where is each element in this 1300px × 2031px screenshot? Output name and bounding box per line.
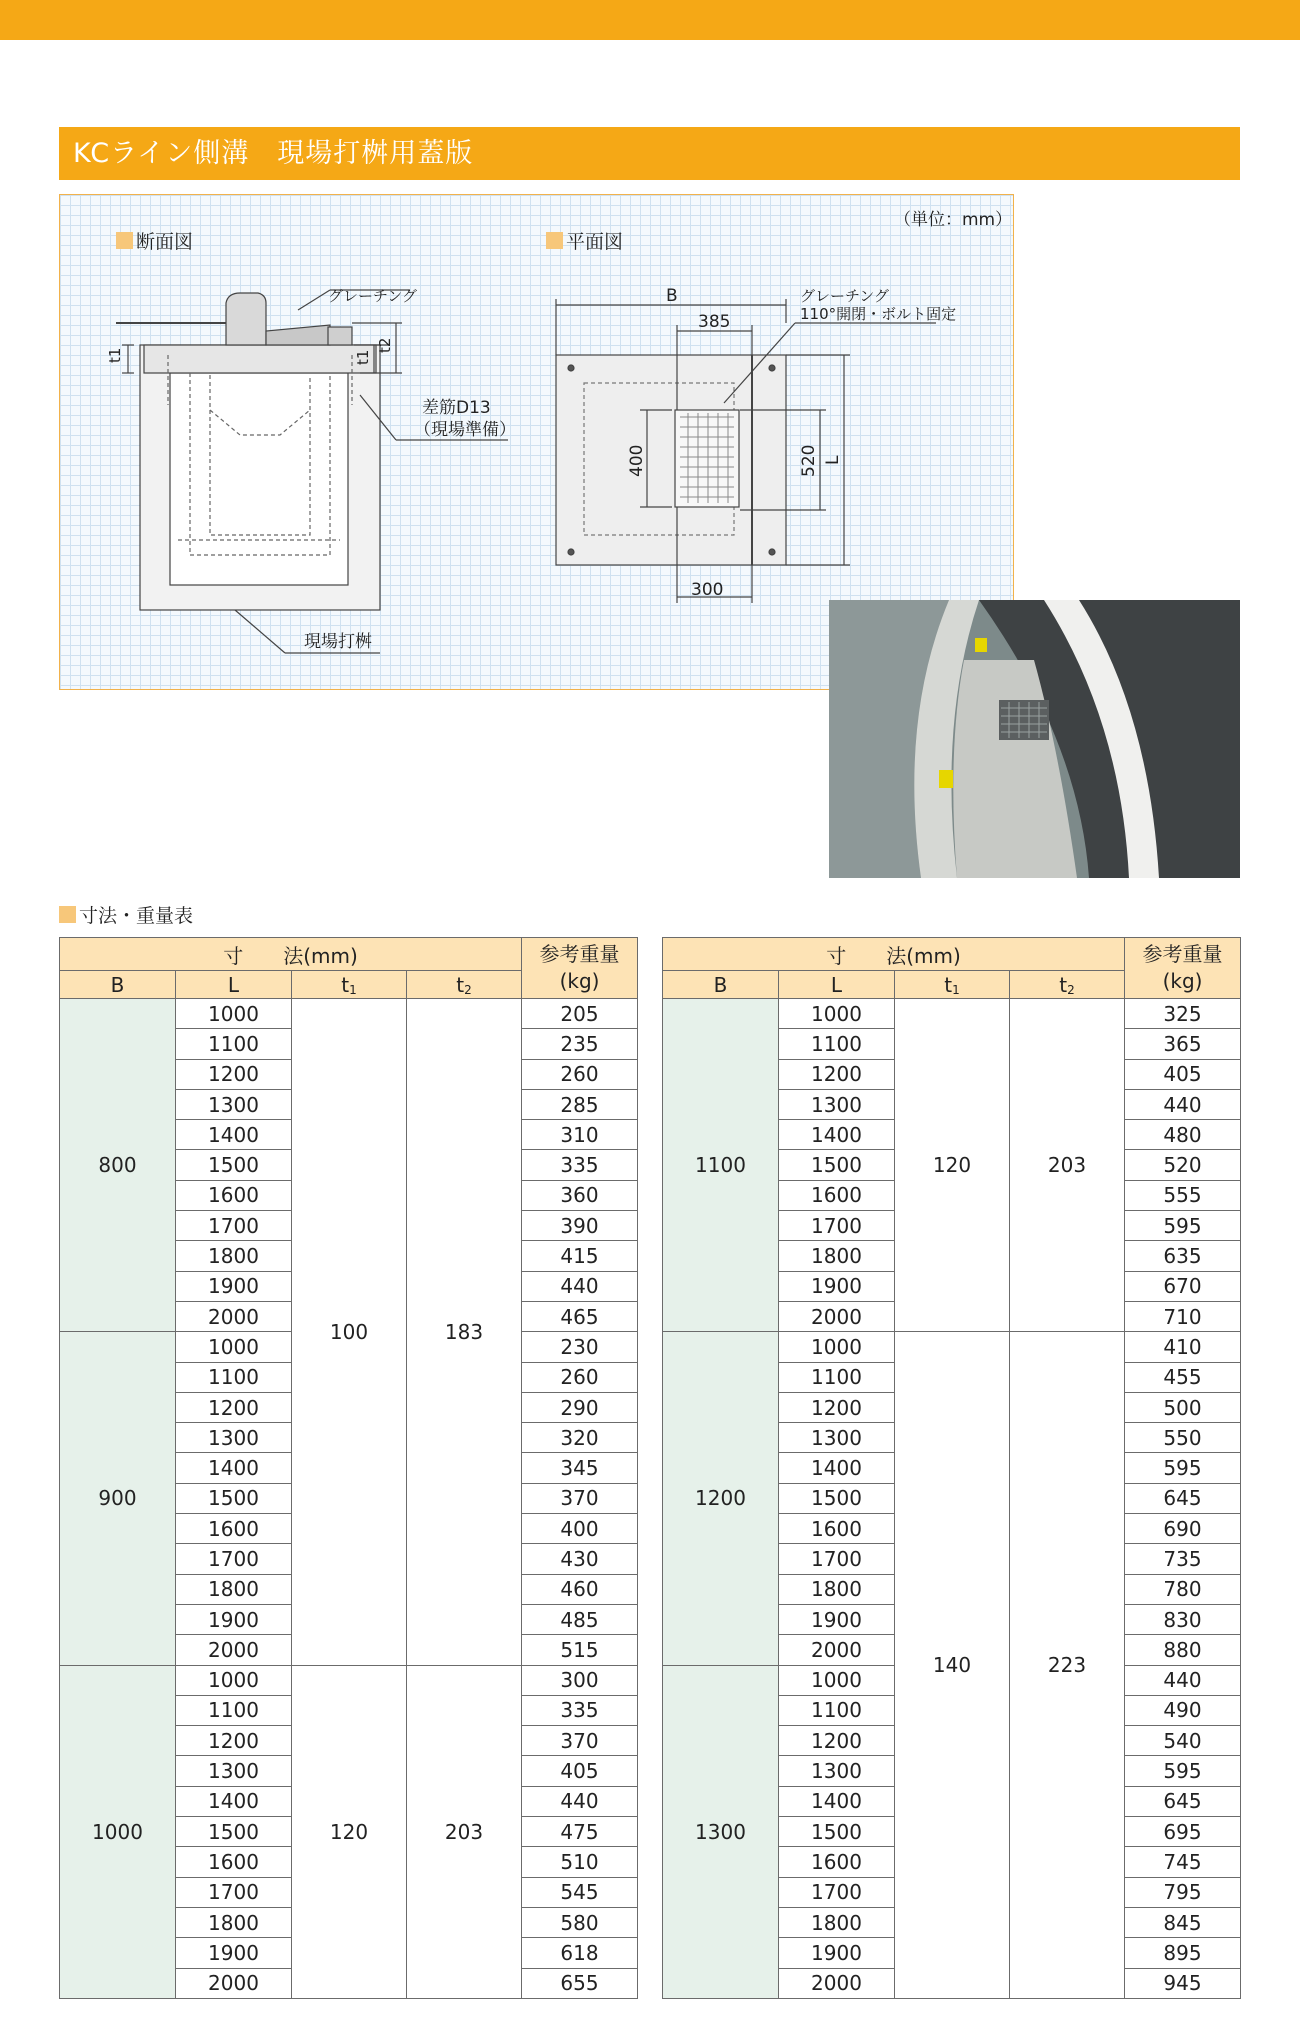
cell-L: 1700 (176, 1211, 292, 1241)
section-t1-left-text: t1 (106, 347, 124, 363)
spec-table-left (59, 937, 638, 1999)
cell-L: 1000 (176, 1665, 292, 1695)
plan-grating (675, 410, 739, 507)
cell-weight: 540 (1125, 1726, 1241, 1756)
cell-weight: 310 (522, 1120, 638, 1150)
cell-L: 1600 (176, 1180, 292, 1210)
cell-weight: 320 (522, 1423, 638, 1453)
plan-B-text: B (666, 286, 678, 306)
cell-L: 1700 (779, 1877, 895, 1907)
bolt-hole (568, 365, 574, 371)
cell-L: 1100 (779, 1362, 895, 1392)
cell-weight: 595 (1125, 1453, 1241, 1483)
cell-B: 900 (60, 1332, 176, 1665)
cell-L: 2000 (176, 1968, 292, 1998)
cell-weight: 235 (522, 1029, 638, 1059)
cell-weight: 490 (1125, 1695, 1241, 1725)
cell-L: 1500 (176, 1483, 292, 1513)
rebar-line2-text: （現場準備） (414, 420, 516, 440)
plan-300-text: 300 (691, 580, 724, 600)
header-dims: 寸 法(mm) (663, 938, 1125, 971)
cell-weight: 845 (1125, 1907, 1241, 1937)
cell-L: 1900 (176, 1938, 292, 1968)
cell-L: 1200 (779, 1726, 895, 1756)
cell-L: 2000 (176, 1635, 292, 1665)
header-t1: $t_1$ (895, 971, 1010, 999)
cell-L: 1100 (176, 1362, 292, 1392)
cell-L: 1000 (779, 1332, 895, 1362)
cell-L: 2000 (779, 1301, 895, 1331)
cell-L: 1400 (779, 1453, 895, 1483)
cell-weight: 618 (522, 1938, 638, 1968)
cell-B: 800 (60, 999, 176, 1332)
cell-weight: 880 (1125, 1635, 1241, 1665)
cell-weight: 360 (522, 1180, 638, 1210)
cell-L: 1400 (176, 1453, 292, 1483)
cell-weight: 440 (522, 1271, 638, 1301)
basin-leader (235, 610, 285, 653)
plan-grating-line2-text: 110°開閉・ボルト固定 (800, 305, 957, 323)
cell-weight: 365 (1125, 1029, 1241, 1059)
cell-weight: 735 (1125, 1544, 1241, 1574)
cell-L: 1200 (779, 1392, 895, 1422)
curb-block (226, 293, 266, 345)
cell-L: 1400 (779, 1786, 895, 1816)
header-B: B (663, 971, 779, 999)
cell-weight: 405 (1125, 1059, 1241, 1089)
cell-weight: 710 (1125, 1301, 1241, 1331)
cell-weight: 325 (1125, 999, 1241, 1029)
cell-weight: 370 (522, 1483, 638, 1513)
cover-slab (144, 345, 376, 373)
bolt-hole (769, 365, 775, 371)
unit-note: （単位：mm） (894, 210, 1013, 230)
cell-weight: 550 (1125, 1423, 1241, 1453)
cell-L: 1600 (176, 1514, 292, 1544)
cell-weight: 285 (522, 1089, 638, 1119)
cell-L: 1500 (779, 1483, 895, 1513)
page-title: KCライン側溝 現場打桝用蓋版 (59, 127, 1240, 180)
cell-weight: 465 (522, 1301, 638, 1331)
cell-L: 1300 (176, 1756, 292, 1786)
cell-weight: 410 (1125, 1332, 1241, 1362)
cell-L: 1700 (779, 1211, 895, 1241)
cell-weight: 670 (1125, 1271, 1241, 1301)
plan-view-label-text: 平面図 (566, 231, 624, 253)
cell-L: 1600 (779, 1847, 895, 1877)
section-view (116, 290, 508, 653)
cell-L: 1900 (176, 1271, 292, 1301)
cell-L: 1500 (779, 1150, 895, 1180)
cell-weight: 440 (1125, 1089, 1241, 1119)
cell-weight: 405 (522, 1756, 638, 1786)
cell-L: 1400 (779, 1120, 895, 1150)
table-row (663, 1332, 1241, 1362)
label-marker (59, 906, 76, 923)
section-t1-right-text: t1 (354, 349, 372, 365)
cell-L: 1000 (176, 999, 292, 1029)
cell-weight: 690 (1125, 1514, 1241, 1544)
cell-L: 1400 (176, 1786, 292, 1816)
cell-L: 1400 (176, 1120, 292, 1150)
cell-B: 1200 (663, 1332, 779, 1665)
cell-L: 2000 (779, 1968, 895, 1998)
plan-L-text: L (823, 455, 843, 465)
cell-L: 1800 (176, 1907, 292, 1937)
cell-L: 1300 (779, 1756, 895, 1786)
cell-L: 1800 (779, 1574, 895, 1604)
cell-weight: 460 (522, 1574, 638, 1604)
cell-weight: 780 (1125, 1574, 1241, 1604)
cell-L: 1200 (176, 1726, 292, 1756)
cell-L: 1600 (779, 1514, 895, 1544)
header-L: L (176, 971, 292, 999)
cell-weight: 455 (1125, 1362, 1241, 1392)
cell-weight: 440 (522, 1786, 638, 1816)
cell-weight: 415 (522, 1241, 638, 1271)
cell-L: 1000 (779, 1665, 895, 1695)
header-B: B (60, 971, 176, 999)
section-grating-text: グレーチング (328, 287, 417, 305)
cell-weight: 795 (1125, 1877, 1241, 1907)
cell-weight: 480 (1125, 1120, 1241, 1150)
cell-L: 1000 (176, 1332, 292, 1362)
header-t2: $t_2$ (407, 971, 522, 999)
cell-L: 1200 (779, 1059, 895, 1089)
cell-weight: 290 (522, 1392, 638, 1422)
cell-L: 1100 (779, 1695, 895, 1725)
cell-t1: 120 (292, 1665, 407, 1998)
cell-weight: 260 (522, 1362, 638, 1392)
cell-t1: 140 (895, 1332, 1010, 1999)
grating-section (266, 325, 330, 345)
header-weight: 参考重量 (kg) (1125, 938, 1241, 999)
cell-weight: 335 (522, 1150, 638, 1180)
table-section-label (59, 901, 193, 928)
cell-B: 1100 (663, 999, 779, 1332)
cell-B: 1300 (663, 1665, 779, 1998)
cell-B: 1000 (60, 1665, 176, 1998)
cell-L: 1700 (176, 1544, 292, 1574)
bolt-hole (769, 549, 775, 555)
cell-L: 1700 (779, 1544, 895, 1574)
cell-weight: 595 (1125, 1756, 1241, 1786)
cell-weight: 695 (1125, 1817, 1241, 1847)
plan-520-text: 520 (799, 444, 819, 477)
plan-grating-line1-text: グレーチング (800, 287, 889, 305)
cell-weight: 440 (1125, 1665, 1241, 1695)
table-row (60, 999, 638, 1029)
cell-weight: 430 (522, 1544, 638, 1574)
cell-weight: 655 (522, 1968, 638, 1998)
cell-L: 2000 (779, 1635, 895, 1665)
cell-weight: 595 (1125, 1211, 1241, 1241)
cell-L: 1900 (779, 1938, 895, 1968)
cell-weight: 520 (1125, 1150, 1241, 1180)
catch-basin-text: 現場打桝 (304, 632, 372, 652)
grating-leader (298, 290, 330, 310)
cell-weight: 485 (522, 1604, 638, 1634)
section-view-label-text: 断面図 (136, 231, 194, 253)
cell-weight: 475 (522, 1817, 638, 1847)
cell-L: 1100 (176, 1695, 292, 1725)
cell-L: 1100 (779, 1029, 895, 1059)
cell-L: 1700 (176, 1877, 292, 1907)
cell-weight: 205 (522, 999, 638, 1029)
cell-weight: 945 (1125, 1968, 1241, 1998)
cell-weight: 830 (1125, 1604, 1241, 1634)
header-weight: 参考重量 (kg) (522, 938, 638, 999)
cell-L: 1300 (779, 1423, 895, 1453)
header-L: L (779, 971, 895, 999)
cell-weight: 895 (1125, 1938, 1241, 1968)
top-accent-bar (0, 0, 1300, 40)
plan-385-text: 385 (698, 312, 731, 332)
cell-weight: 400 (522, 1514, 638, 1544)
cell-L: 1900 (779, 1271, 895, 1301)
cell-weight: 300 (522, 1665, 638, 1695)
cell-t2: 203 (1010, 999, 1125, 1332)
installation-photo (829, 600, 1240, 878)
cell-weight: 335 (522, 1695, 638, 1725)
cell-L: 1200 (176, 1392, 292, 1422)
catch-basin-inner (170, 373, 348, 585)
cell-weight: 645 (1125, 1786, 1241, 1816)
cell-L: 1900 (176, 1604, 292, 1634)
cell-t2: 223 (1010, 1332, 1125, 1999)
cell-weight: 545 (522, 1877, 638, 1907)
cell-weight: 580 (522, 1907, 638, 1937)
cell-weight: 745 (1125, 1847, 1241, 1877)
cell-L: 1600 (779, 1180, 895, 1210)
cell-weight: 230 (522, 1332, 638, 1362)
plan-view (556, 299, 936, 603)
cell-L: 1800 (779, 1241, 895, 1271)
spec-table-right-body (663, 999, 1241, 1999)
cell-t2: 203 (407, 1665, 522, 1998)
cell-L: 1800 (176, 1241, 292, 1271)
cell-L: 1200 (176, 1059, 292, 1089)
cell-L: 1300 (176, 1089, 292, 1119)
cell-weight: 645 (1125, 1483, 1241, 1513)
cell-weight: 555 (1125, 1180, 1241, 1210)
cell-L: 1800 (779, 1907, 895, 1937)
cell-L: 1800 (176, 1574, 292, 1604)
spec-table-right (662, 937, 1241, 1999)
cell-weight: 510 (522, 1847, 638, 1877)
cell-weight: 345 (522, 1453, 638, 1483)
spec-table-left-body (60, 999, 638, 1999)
bolt-hole (568, 549, 574, 555)
cell-weight: 370 (522, 1726, 638, 1756)
cell-L: 1300 (176, 1423, 292, 1453)
cell-L: 1000 (779, 999, 895, 1029)
cell-t1: 120 (895, 999, 1010, 1332)
cell-L: 2000 (176, 1301, 292, 1331)
cell-weight: 260 (522, 1059, 638, 1089)
header-dims: 寸 法(mm) (60, 938, 522, 971)
cell-L: 1500 (176, 1150, 292, 1180)
table-row (663, 999, 1241, 1029)
cell-t1: 100 (292, 999, 407, 1666)
section-t2-text: t2 (376, 337, 394, 353)
cell-weight: 390 (522, 1211, 638, 1241)
cell-weight: 515 (522, 1635, 638, 1665)
grating-seat (328, 327, 352, 345)
cell-weight: 635 (1125, 1241, 1241, 1271)
plan-400-text: 400 (627, 444, 647, 477)
table-section-label-text: 寸法・重量表 (79, 905, 194, 927)
header-t1: $t_1$ (292, 971, 407, 999)
cell-L: 1300 (779, 1089, 895, 1119)
cell-L: 1900 (779, 1604, 895, 1634)
rebar-line1-text: 差筋D13 (422, 398, 491, 418)
header-t2: $t_2$ (1010, 971, 1125, 999)
cell-L: 1500 (779, 1817, 895, 1847)
cell-weight: 500 (1125, 1392, 1241, 1422)
cell-L: 1600 (176, 1847, 292, 1877)
cell-L: 1500 (176, 1817, 292, 1847)
cell-L: 1100 (176, 1029, 292, 1059)
table-row (60, 1665, 638, 1695)
cell-t2: 183 (407, 999, 522, 1666)
